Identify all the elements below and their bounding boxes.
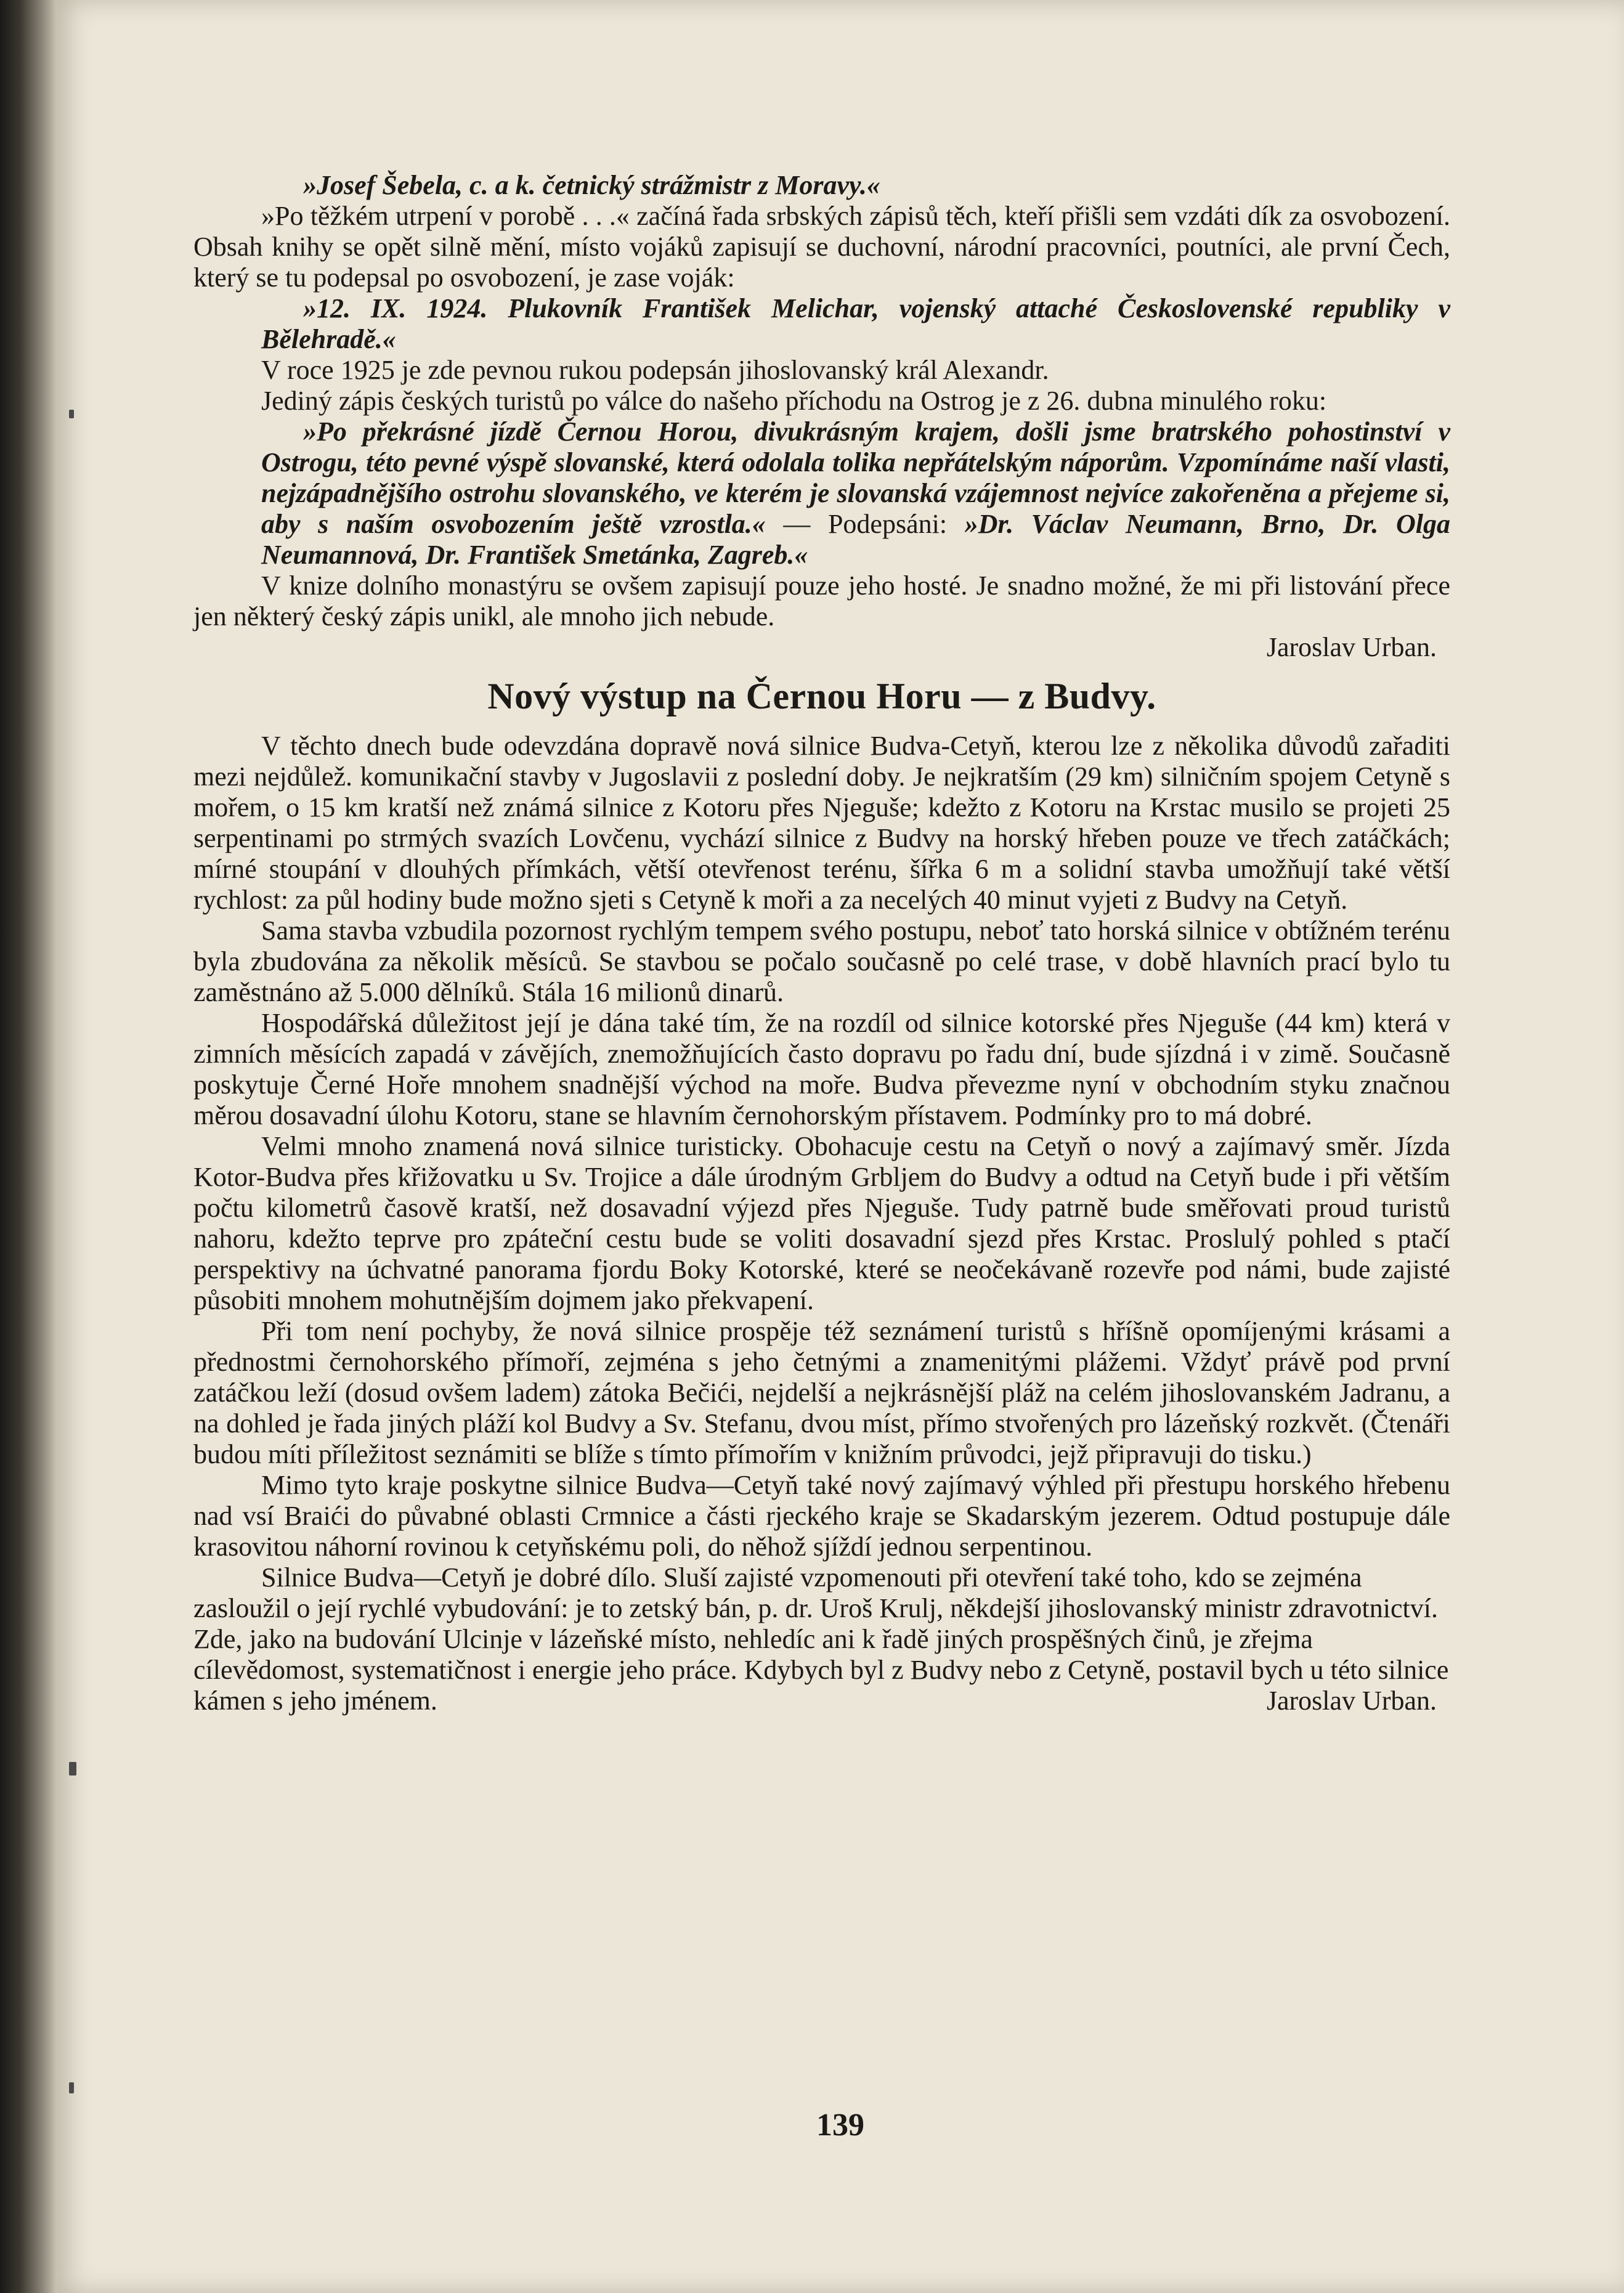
paragraph: V těchto dnech bude odevzdána dopravě nová silnice Budva-Cetyň, kterou lze z několika důvodů zařaditi mezi nejdůlež. komunikační stavby v Jugoslavii z poslední doby. Je nejkratším (29 km) silničním spojem Cetyně s mořem, o 15 km kratší než známá silnice z Kotoru přes Njeguše; kdežto z Kotoru na Krstac musilo se projeti 25 serpentinami po strmých svazích Lovčenu, vychází silnice z Budvy na horský hřeben pouze ve třech zatáčkách; mírné stoupání v dlouhých přímkách, větší otevřenost terénu, šířka 6 m a solidní stavba umožňují také větší rychlost: za půl hodiny bude možno sjeti s Cetyně k moři a za necelých 40 minut vyjeti z Budvy na Cetyň. bbox=[193, 731, 1450, 915]
book-page bbox=[57, 0, 1624, 2293]
article-title: Nový výstup na Černou Horu — z Budvy. bbox=[487, 676, 1156, 716]
paragraph: »Po těžkém utrpení v porobě . . .« začíná řada srbských zápisů těch, kteří přišli sem vzdáti dík za osvobození. Obsah knihy se opět silně mění, místo vojáků zapisují se duchovní, národní pracovníci, poutníci, ale první Čech, který se tu podepsal po osvobození, je zase voják: bbox=[193, 201, 1450, 293]
paragraph: Mimo tyto kraje poskytne silnice Budva—Cetyň také nový zajímavý výhled při přestupu horského hřebenu nad vsí Braići do půvabné oblasti Crmnice a části rjeckého kraje se Skadarským jezerem. Odtud postupuje dále krasovitou náhorní rovinou k cetyňskému poli, do něhož sjíždí jednou serpentinou. bbox=[193, 1470, 1450, 1562]
paragraph: V roce 1925 je zde pevnou rukou podepsán jihoslovanský král Alexandr. bbox=[261, 355, 1049, 385]
paragraph-text: Silnice Budva—Cetyň je dobré dílo. Sluší zajisté vzpomenouti při otevření také toho, kdo se zejména zasloužil o její rychlé vybudování: je to zetský bán, p. dr. Uroš Krulj, někdejší jihoslovanský ministr zdravotnictví. Zde, jako na budování Ulcinje v lázeňské místo, nehledíc ani k řadě jiných prospěšných činů, je zřejma cílevědomost, systematičnost i energie jeho práce. Kdybych byl z Budvy nebo z Cetyně, postavil bych u této silnice kámen s jeho jménem. bbox=[193, 1562, 1449, 1716]
quote-text: »Po překrásné jízdě Černou Horou, divukrásným krajem, došli jsme bratrského pohostinství v Ostrogu, této pevné výspě slovanské, která odolala tolika nepřátelským náporům. Vzpomínáme naší vlasti, nejzápadnějšího ostrohu slovanského, ve kterém je slovanská vzájemnost nejvíce zakořeněna a přejeme si, aby s naším osvobozením ještě vzrostla.« bbox=[261, 416, 1450, 539]
paragraph: V knize dolního monastýru se ovšem zapisují pouze jeho hosté. Je snadno možné, že mi při listování přece jen některý český zápis unikl, ale mnoho jich nebude. bbox=[193, 570, 1450, 631]
book-binding bbox=[0, 0, 57, 2293]
paragraph: Jediný zápis českých turistů po válce do našeho příchodu na Ostrog je z 26. dubna minulého roku: bbox=[261, 386, 1327, 416]
quote-melichar: »12. IX. 1924. Plukovník František Melichar, vojenský attaché Československé republiky v Bělehradě.« bbox=[261, 293, 1450, 354]
quote-sebela: »Josef Šebela, c. a k. četnický strážmistr z Moravy.« bbox=[303, 170, 880, 200]
page-number: 139 bbox=[816, 2108, 864, 2143]
page-text bbox=[193, 170, 1450, 1716]
margin-mark bbox=[69, 410, 74, 418]
paragraph: Hospodářská důležitost její je dána také tím, že na rozdíl od silnice kotorské přes Njeguše (44 km) která v zimních měsících zapadá v závějích, znemožňujících často dopravu po řadu dní, bude sjízdná i v zimě. Současně poskytuje Černé Hoře mnohem snadnější východ na moře. Budva převezme nyní v obchodním styku značnou měrou dosavadní úlohu Kotoru, stane se hlavním černohorským přístavem. Podmínky pro to má dobré. bbox=[193, 1008, 1450, 1130]
signature: Jaroslav Urban. bbox=[1266, 1686, 1437, 1716]
margin-mark bbox=[69, 1762, 76, 1776]
paragraph-last bbox=[193, 1562, 1450, 1716]
paragraph: Velmi mnoho znamená nová silnice turisticky. Obohacuje cestu na Cetyň o nový a zajímavý směr. Jízda Kotor-Budva přes křižovatku u Sv. Trojice a dále úrodným Grbljem do Budvy a odtud na Cetyň bude i při větším počtu kilometrů časově kratší, než dosavadní výjezd přes Njeguše. Tudy patrně bude směřovati proud turistů nahoru, kdežto teprve pro zpáteční cestu bude se voliti dosavadní sjezd přes Krstac. Proslulý pohled s ptačí perspektivy na úchvatné panorama fjordu Boky Kotorské, které se neočekávaně rozevře pod námi, bude zajisté působiti mnohem mohutnějším dojmem jako překvapení. bbox=[193, 1131, 1450, 1315]
margin-mark bbox=[69, 2082, 74, 2093]
paragraph: Při tom není pochyby, že nová silnice prospěje též seznámení turistů s hříšně opomíjenými krásami a přednostmi černohorského přímoří, zejména s jeho četnými a znamenitými plážemi. Vždyť právě pod první zatáčkou leží (dosud ovšem ladem) zátoka Bečići, nejdelší a nejkrásnější pláž na celém jihoslovanském Jadranu, a na dohled je řada jiných pláží kol Budvy a Sv. Stefanu, dvou míst, přímo stvořených pro lázeňský rozkvět. (Čtenáři budou míti příležitost seznámiti se blíže s tímto přímořím v knižním průvodci, jejž připravuji do tisku.) bbox=[193, 1316, 1450, 1469]
quote-names: »Dr. Václav Neumann, Brno, Dr. Olga Neumannová, Dr. František Smetánka, Zagreb.« bbox=[261, 509, 1450, 570]
quote-neumann bbox=[193, 416, 1450, 570]
paragraph: Sama stavba vzbudila pozornost rychlým tempem svého postupu, neboť tato horská silnice v obtížném terénu byla zbudována za několik měsíců. Se stavbou se počalo současně po celé trase, v době hlavních prací bylo tu zaměstnáno až 5.000 dělníků. Stála 16 milionů dinarů. bbox=[193, 915, 1450, 1007]
signature: Jaroslav Urban. bbox=[1266, 632, 1437, 662]
quote-signed: — Podepsáni: bbox=[765, 509, 965, 539]
